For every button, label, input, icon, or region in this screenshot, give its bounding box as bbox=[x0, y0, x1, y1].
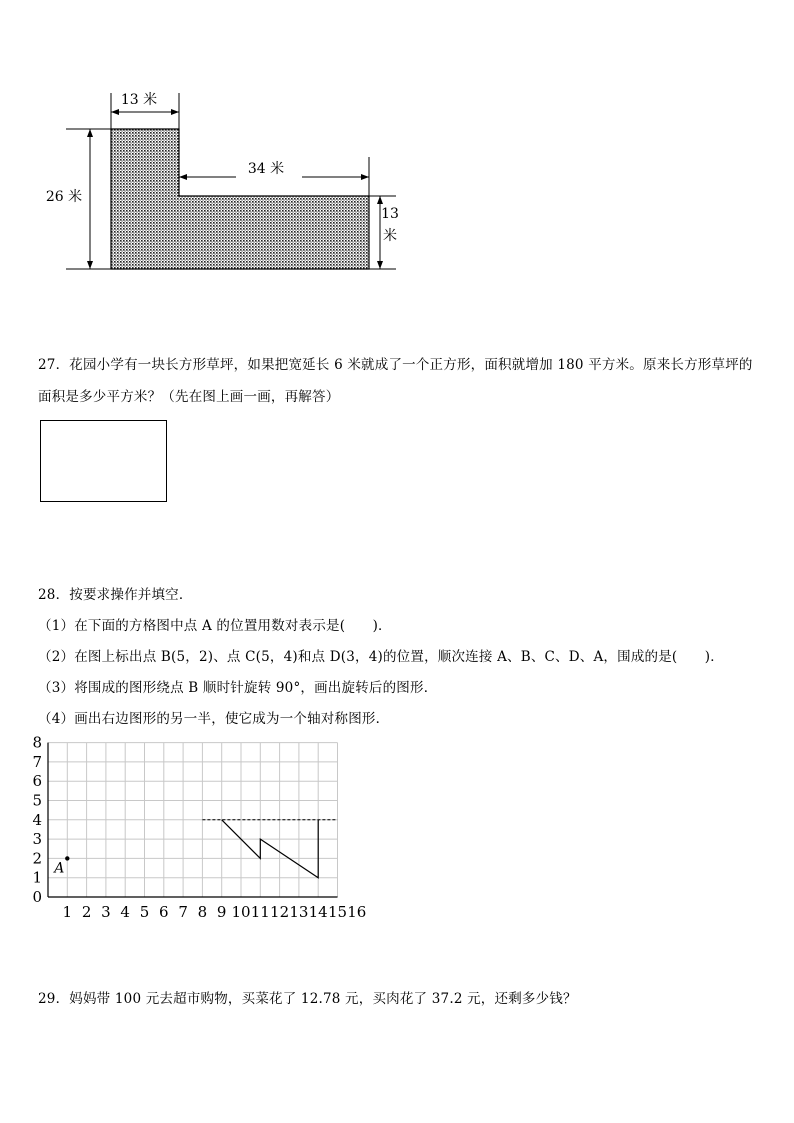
y-tick-label: 0 bbox=[32, 888, 42, 906]
half-shape bbox=[222, 820, 319, 878]
y-tick-label: 5 bbox=[32, 791, 42, 810]
y-tick-label: 2 bbox=[32, 849, 42, 868]
x-tick-label: 6 bbox=[159, 903, 169, 920]
y-tick-label: 7 bbox=[32, 752, 42, 771]
x-tick-label: 7 bbox=[178, 903, 188, 920]
q28-item-3: （3）将围成的图形绕点 B 顺时针旋转 90°，画出旋转后的图形． bbox=[38, 680, 438, 696]
right-height-unit: 米 bbox=[383, 228, 397, 244]
x-tick-label: 3 bbox=[101, 903, 111, 920]
q27-line1: 27．花园小学有一块长方形草坪，如果把宽延长 6 米就成了一个正方形，面积就增加 180 平方米。原来长方形草坪的 bbox=[38, 357, 753, 373]
q28-item-4: （4）画出右边图形的另一半，使它成为一个轴对称图形． bbox=[38, 711, 390, 727]
l-shape-figure bbox=[0, 0, 794, 300]
q28-item-2: （2）在图上标出点 B(5，2)、点 C(5，4)和点 D(3，4)的位置，顺次连接 A、B、C、D、A，围成的是( )． bbox=[38, 649, 724, 665]
x-tick-label: 2 bbox=[81, 903, 92, 920]
top-width-label: 13 米 bbox=[120, 92, 158, 108]
q28-title: 28．按要求操作并填空． bbox=[38, 587, 193, 603]
y-tick-label: 3 bbox=[32, 830, 42, 849]
x-tick-label: 8 bbox=[197, 903, 208, 920]
point-a-label: A bbox=[54, 860, 65, 877]
x-tick-label: 9 bbox=[216, 903, 227, 920]
y-tick-label: 4 bbox=[32, 810, 42, 829]
x-tick-label: 10 bbox=[231, 903, 251, 920]
q27-line2: 面积是多少平方米？（先在图上画一画，再解答） bbox=[38, 389, 340, 405]
y-tick-label: 1 bbox=[32, 868, 42, 887]
mid-width-label: 34 米 bbox=[247, 161, 285, 177]
y-tick-label: 8 bbox=[32, 733, 42, 752]
l-shape bbox=[111, 129, 369, 269]
x-tick-label: 12 bbox=[270, 903, 290, 920]
q27-rectangle bbox=[40, 420, 167, 502]
right-height-num: 13 bbox=[381, 206, 399, 222]
x-tick-label: 5 bbox=[139, 903, 150, 920]
x-tick-label: 4 bbox=[120, 903, 130, 920]
x-tick-label: 11 bbox=[250, 903, 270, 920]
q29-text: 29．妈妈带 100 元去超市购物，买菜花了 12.78 元，买肉花了 37.2 元，还剩多少钱？ bbox=[38, 991, 577, 1007]
x-tick-label: 1 bbox=[62, 903, 73, 920]
y-tick-label: 6 bbox=[32, 772, 42, 791]
coordinate-grid bbox=[0, 730, 794, 920]
q28-item-1: （1）在下面的方格图中点 A 的位置用数对表示是( )． bbox=[38, 618, 392, 634]
x-tick-label: 14 bbox=[308, 903, 328, 920]
x-tick-label: 16 bbox=[347, 903, 367, 920]
x-tick-label: 13 bbox=[289, 903, 309, 920]
left-height-label: 26 米 bbox=[45, 189, 83, 205]
point-a bbox=[65, 856, 69, 860]
x-tick-label: 15 bbox=[327, 903, 348, 920]
